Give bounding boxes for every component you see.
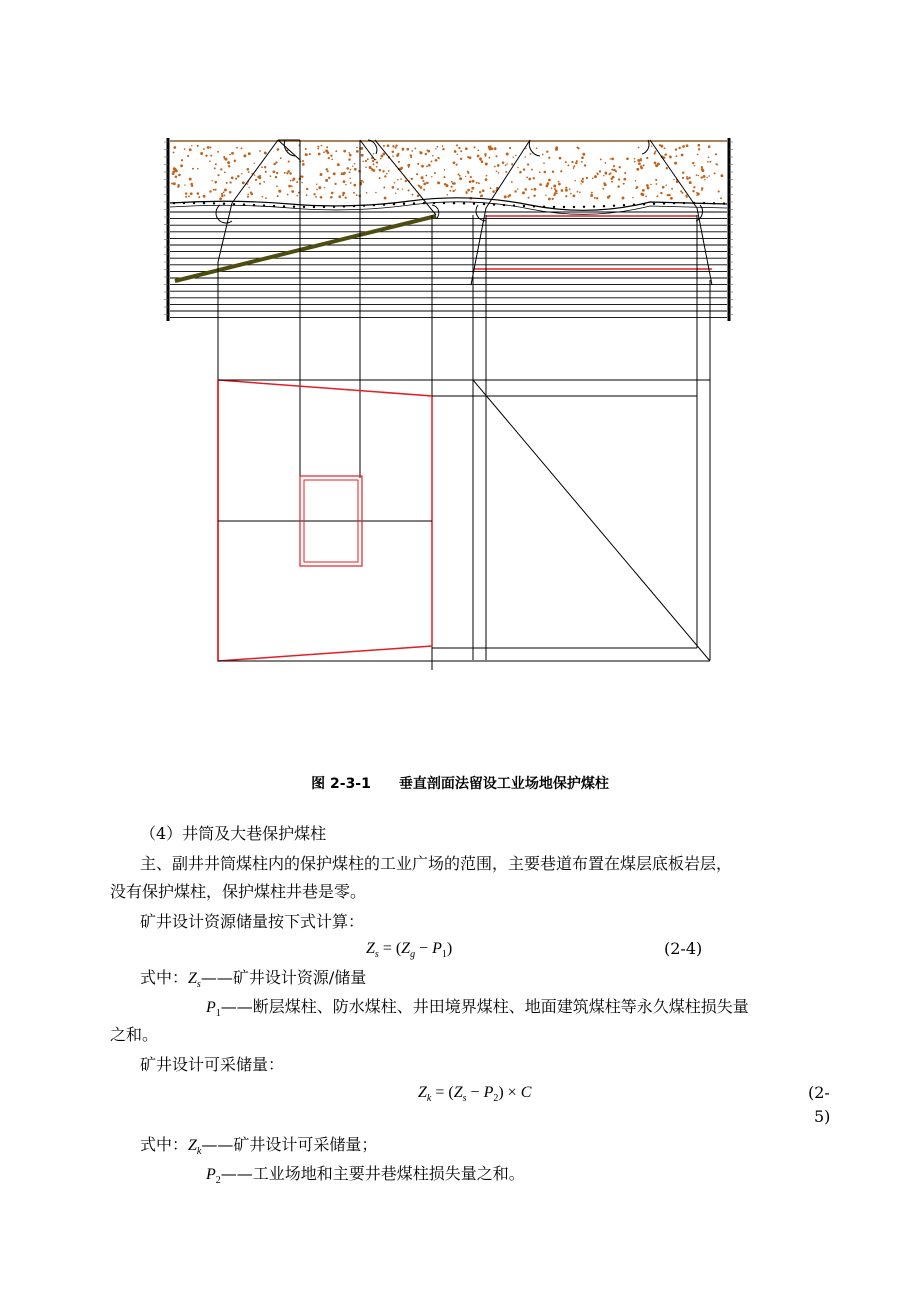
plan-view bbox=[218, 380, 710, 661]
figure-title: 垂直剖面法留设工业场地保护煤柱 bbox=[398, 776, 609, 792]
figure-caption bbox=[0, 773, 920, 793]
plan-diagonal bbox=[473, 380, 710, 661]
paragraph-3: 矿井设计可采储量： bbox=[140, 1055, 285, 1074]
left-protection-lines bbox=[216, 140, 439, 670]
definition-p1: $P_1——$断层煤柱、防水煤柱、井田境界煤柱、地面建筑煤柱等永久煤柱损失量 bbox=[206, 997, 749, 1020]
paragraph-1-line-1: 主、副井井筒煤柱内的保护煤柱的工业广场的范围，主要巷道布置在煤层底板岩层， bbox=[140, 854, 733, 873]
equation-2-4-number: (2-4) bbox=[664, 939, 703, 958]
section-heading: （4）井筒及大巷保护煤柱 bbox=[140, 824, 327, 843]
rock-strata-lines bbox=[170, 212, 727, 318]
definition-zk: 式中：$Z_k——$矿井设计可采储量； bbox=[140, 1135, 378, 1158]
paragraph-2: 矿井设计资源储量按下式计算： bbox=[140, 912, 365, 931]
equation-2-5-number-b: 5) bbox=[814, 1107, 831, 1126]
equation-2-4: $Z_s = (Z_g - P_1)$ bbox=[366, 940, 453, 961]
paragraph-1-line-2: 没有保护煤柱，保护煤柱井巷是零。 bbox=[110, 882, 367, 901]
equation-2-5-number-a: (2- bbox=[808, 1083, 830, 1102]
definition-zs: 式中：$Z_s——$矿井设计资源/储量 bbox=[140, 968, 367, 991]
definition-p2: $P_2——$工业场地和主要井巷煤柱损失量之和。 bbox=[206, 1164, 525, 1187]
definition-p1-continued: 之和。 bbox=[110, 1025, 159, 1044]
equation-2-5: $Z_k = (Z_s - P_2) \times C$ bbox=[418, 1084, 532, 1105]
figure-number: 图 2-3-1 bbox=[311, 776, 371, 792]
right-protection-lines bbox=[471, 140, 712, 660]
